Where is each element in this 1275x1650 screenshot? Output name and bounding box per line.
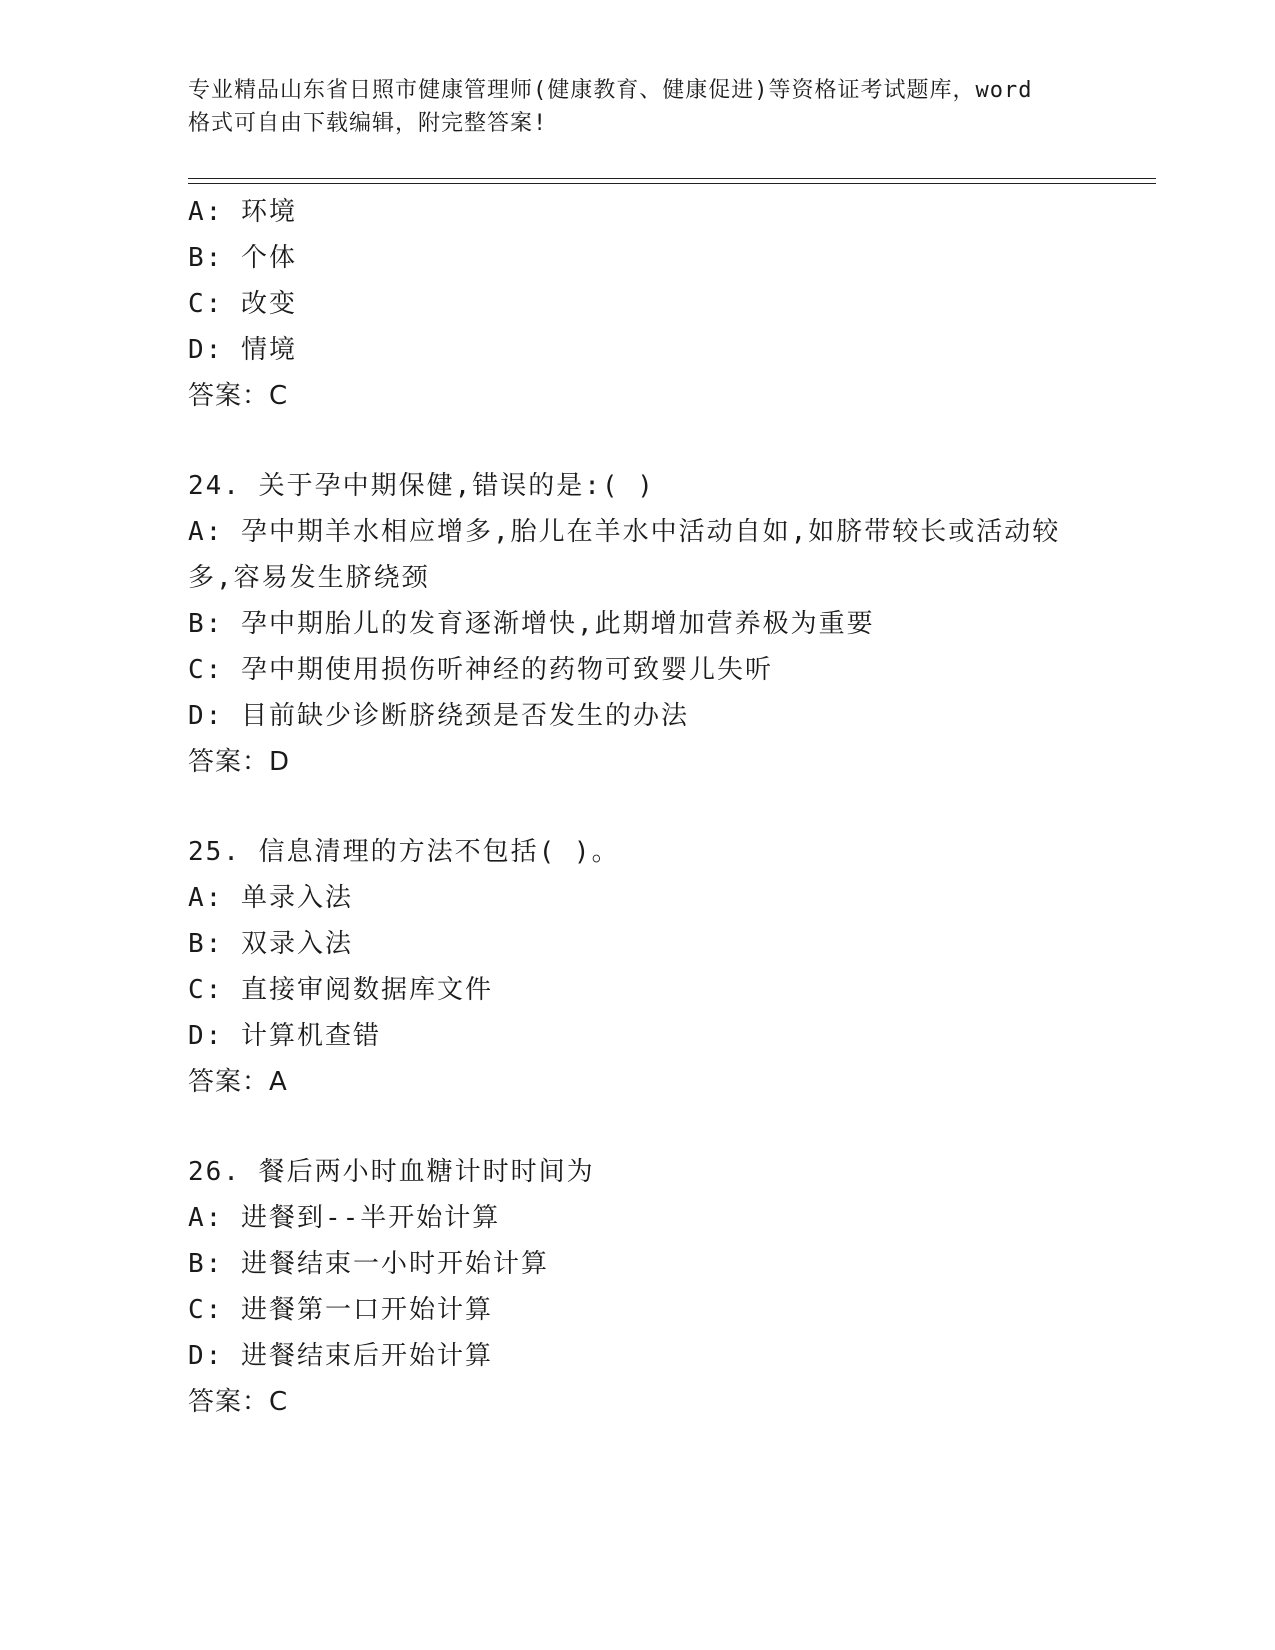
question-block-24 [188, 463, 1088, 785]
question-text: 25. 信息清理的方法不包括( )。 [188, 837, 620, 867]
option-d: D: 计算机查错 [188, 1021, 381, 1051]
header-rule-top [188, 178, 1156, 179]
question-text: 26. 餐后两小时血糖计时时间为 [188, 1157, 595, 1187]
spacer [188, 785, 1088, 829]
option-c: C: 孕中期使用损伤听神经的药物可致婴儿失听 [188, 655, 773, 685]
option-a: A: 单录入法 [188, 883, 353, 913]
answer: 答案：C [188, 1387, 289, 1417]
answer: 答案：A [188, 1067, 288, 1097]
question-block-26 [188, 1149, 1088, 1425]
option-b: B: 进餐结束一小时开始计算 [188, 1249, 549, 1279]
answer: 答案：D [188, 747, 291, 777]
option-d: D: 情境 [188, 335, 297, 365]
question-list [188, 189, 1088, 1425]
spacer [188, 1105, 1088, 1149]
option-b: B: 双录入法 [188, 929, 353, 959]
option-d: D: 进餐结束后开始计算 [188, 1341, 493, 1371]
header-rule-bottom [188, 183, 1156, 184]
header-line-2: 格式可自由下载编辑，附完整答案! [188, 111, 548, 136]
option-d: D: 目前缺少诊断脐绕颈是否发生的办法 [188, 701, 689, 731]
page-header [188, 74, 1088, 140]
option-c: C: 改变 [188, 289, 297, 319]
option-a-line-2: 多,容易发生脐绕颈 [188, 563, 430, 593]
question-text: 24. 关于孕中期保健,错误的是:( ) [188, 471, 655, 501]
option-c: C: 进餐第一口开始计算 [188, 1295, 493, 1325]
question-block-25 [188, 829, 1088, 1105]
header-line-1: 专业精品山东省日照市健康管理师(健康教育、健康促进)等资格证考试题库，word [188, 78, 1033, 103]
option-a: A: 进餐到--半开始计算 [188, 1203, 501, 1233]
spacer [188, 419, 1088, 463]
option-a-line-1: A: 孕中期羊水相应增多,胎儿在羊水中活动自如,如脐带较长或活动较 [188, 517, 1061, 547]
option-a: A: 环境 [188, 197, 297, 227]
question-block-23 [188, 189, 1088, 419]
option-b: B: 个体 [188, 243, 297, 273]
option-b: B: 孕中期胎儿的发育逐渐增快,此期增加营养极为重要 [188, 609, 875, 639]
option-c: C: 直接审阅数据库文件 [188, 975, 493, 1005]
answer: 答案：C [188, 381, 289, 411]
